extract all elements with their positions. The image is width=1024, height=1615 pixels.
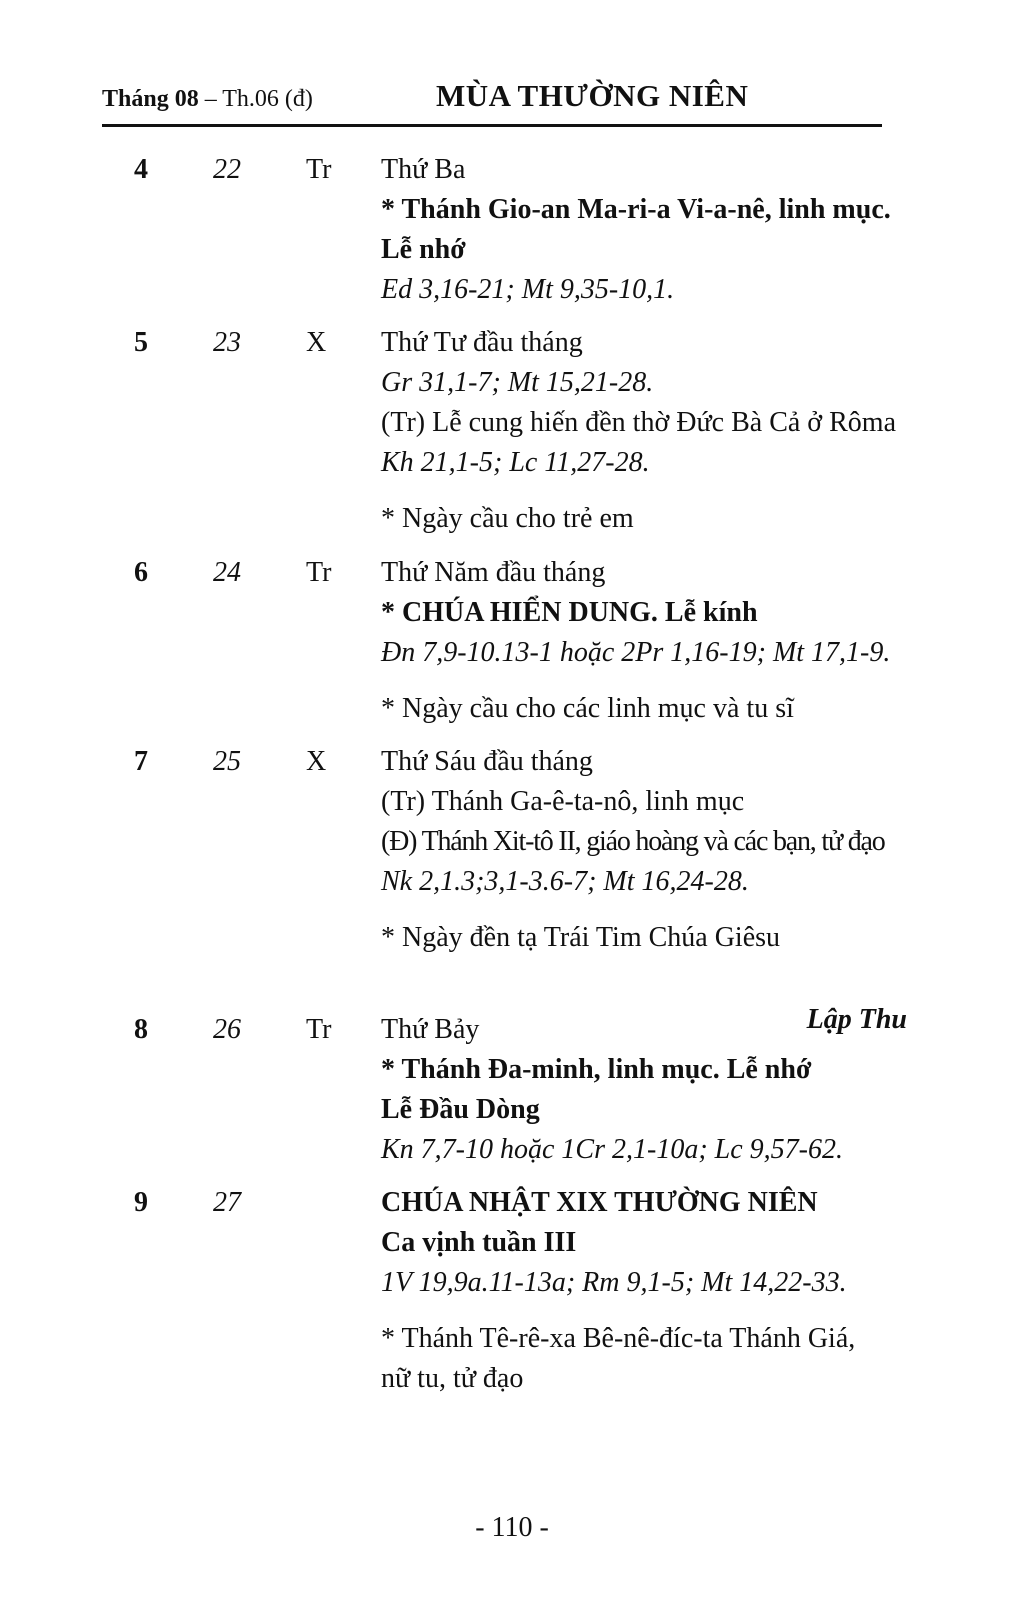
entry-text <box>381 150 921 310</box>
entry-lunar-day: 26 <box>213 1014 241 1045</box>
entry-liturgical-color: Tr <box>306 1014 332 1045</box>
entry-lunar-day: 27 <box>213 1187 241 1218</box>
entry-lunar-day: 25 <box>213 746 241 777</box>
entry-optional-readings: Kh 21,1-5; Lc 11,27-28. <box>381 447 650 478</box>
page-header <box>102 72 882 126</box>
entry-text <box>381 1010 921 1170</box>
entry-liturgical-color: Tr <box>306 557 332 588</box>
entry-note-continued: nữ tu, tử đạo <box>381 1363 524 1394</box>
entry-weekday: Thứ Tư đầu tháng <box>381 327 583 358</box>
month-label: Tháng 08 <box>102 86 199 112</box>
entry-readings: Ed 3,16-21; Mt 9,35-10,1. <box>381 274 675 305</box>
entry-text <box>381 1183 921 1399</box>
page-number: - 110 - <box>475 1512 549 1543</box>
entry-optional-memorial: (Tr) Lễ cung hiến đền thờ Đức Bà Cả ở Rôma <box>381 407 896 438</box>
entry-feast: * CHÚA HIỂN DUNG. Lễ kính <box>381 597 758 628</box>
entry-lunar-day: 23 <box>213 327 241 358</box>
entry-optional-memorial: (Đ) Thánh Xit-tô II, giáo hoàng và các bạn, tử đạo <box>381 826 885 857</box>
solar-term-note: Lập Thu <box>806 1004 907 1035</box>
entry-lunar-day: 24 <box>213 557 241 588</box>
entry-feast-rank: Lễ Đầu Dòng <box>381 1094 540 1125</box>
entry-day: 9 <box>134 1187 148 1218</box>
entry-liturgical-color: Tr <box>306 154 332 185</box>
entry-day: 5 <box>134 327 148 358</box>
entry-day: 7 <box>134 746 148 777</box>
entry-note: * Ngày cầu cho trẻ em <box>381 503 634 534</box>
lunar-month-label: – Th.06 (đ) <box>204 86 313 112</box>
entry-note: * Thánh Tê-rê-xa Bê-nê-đíc-ta Thánh Giá, <box>381 1323 856 1354</box>
header-month-label <box>102 86 313 113</box>
entry-liturgical-color: X <box>306 746 327 777</box>
entry-day: 6 <box>134 557 148 588</box>
entry-feast: * Thánh Gio-an Ma-ri-a Vi-a-nê, linh mục. <box>381 194 891 225</box>
entry-feast-rank: Lễ nhớ <box>381 234 466 265</box>
entry-text <box>381 553 921 729</box>
entry-weekday: Thứ Ba <box>381 154 466 185</box>
entry-text <box>381 742 921 958</box>
entry-readings: Kn 7,7-10 hoặc 1Cr 2,1-10a; Lc 9,57-62. <box>381 1134 843 1165</box>
entry-weekday: Thứ Bảy <box>381 1014 480 1045</box>
entry-note: * Ngày cầu cho các linh mục và tu sĩ <box>381 693 794 724</box>
entry-readings: Gr 31,1-7; Mt 15,21-28. <box>381 367 654 398</box>
season-title: MÙA THƯỜNG NIÊN <box>436 78 749 113</box>
entry-readings: 1V 19,9a.11-13a; Rm 9,1-5; Mt 14,22-33. <box>381 1267 847 1298</box>
entry-weekday: Thứ Năm đầu tháng <box>381 557 606 588</box>
entry-day: 8 <box>134 1014 148 1045</box>
entry-lunar-day: 22 <box>213 154 241 185</box>
entry-sunday-title: CHÚA NHẬT XIX THƯỜNG NIÊN <box>381 1187 818 1218</box>
entry-feast: * Thánh Đa-minh, linh mục. Lễ nhớ <box>381 1054 812 1085</box>
entry-readings: Nk 2,1.3;3,1-3.6-7; Mt 16,24-28. <box>381 866 749 897</box>
header-divider <box>102 124 882 127</box>
entry-weekday: Thứ Sáu đầu tháng <box>381 746 593 777</box>
entry-day: 4 <box>134 154 148 185</box>
entry-text <box>381 323 921 539</box>
entry-readings: Đn 7,9-10.13-1 hoặc 2Pr 1,16-19; Mt 17,1-9. <box>381 637 891 668</box>
entry-note: * Ngày đền tạ Trái Tim Chúa Giêsu <box>381 922 781 953</box>
entry-psalter-week: Ca vịnh tuần III <box>381 1227 577 1258</box>
entry-liturgical-color: X <box>306 327 327 358</box>
entry-optional-memorial: (Tr) Thánh Ga-ê-ta-nô, linh mục <box>381 786 745 817</box>
